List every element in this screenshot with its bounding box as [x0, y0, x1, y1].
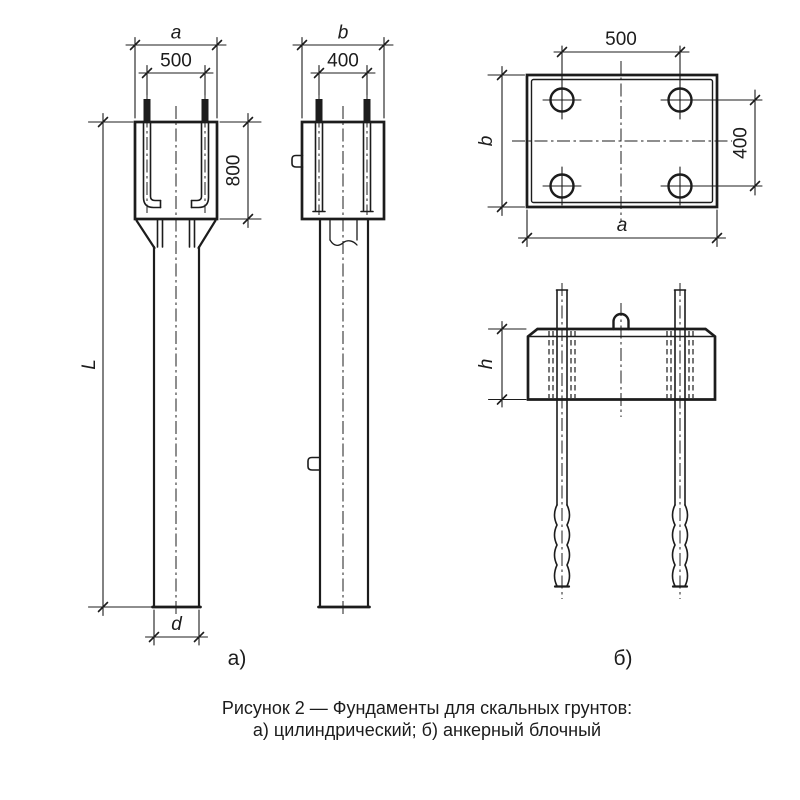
- cylindrical-foundation-side-view: [292, 23, 393, 618]
- dimension-400-holes: [731, 90, 760, 195]
- caption-line-1: Рисунок 2 — Фундаменты для скальных грунтов:: [221, 698, 633, 718]
- dim-label-b: b: [476, 135, 497, 147]
- dimension-d-diameter: [146, 610, 208, 645]
- dim-label-d: d: [171, 614, 182, 635]
- cylindrical-foundation-front-view: [79, 23, 261, 646]
- anchor-block-front-view: [476, 283, 715, 599]
- dimension-L-length: [79, 114, 152, 616]
- caption-line-2: а) цилиндрический; б) анкерный блочный: [252, 720, 602, 740]
- label-figure-a: а): [227, 647, 247, 670]
- dim-label-L: L: [79, 359, 100, 370]
- dimension-h-height: [476, 322, 526, 408]
- anchor-bolt-right: [361, 92, 373, 215]
- dim-label-b: b: [337, 22, 349, 44]
- deformed-rod-edge: [673, 505, 676, 586]
- dimension-800-height: [220, 114, 261, 228]
- deformed-rod-edge: [555, 505, 558, 586]
- dimension-500-holes: [554, 29, 689, 57]
- label-figure-b: б): [613, 647, 633, 670]
- dim-label-400: 400: [327, 50, 359, 72]
- dim-label-500: 500: [160, 50, 192, 72]
- anchor-rod-right: [667, 283, 693, 599]
- side-lug-lower: [308, 458, 320, 471]
- anchor-rod-left: [549, 283, 575, 599]
- anchor-bolt-right: [192, 92, 209, 213]
- anchor-bolt-left: [313, 92, 325, 215]
- dim-label-h: h: [476, 358, 497, 370]
- shaft-side: [308, 219, 370, 607]
- dim-label-400: 400: [730, 127, 752, 159]
- deformed-rod-edge: [567, 505, 570, 586]
- dimension-500-bolts: [139, 51, 213, 96]
- dim-label-a: a: [170, 22, 182, 44]
- bolt-holes: [543, 46, 762, 205]
- deformed-rod-edge: [685, 505, 688, 586]
- dim-label-800: 800: [223, 154, 245, 187]
- dim-label-500: 500: [605, 29, 637, 50]
- dimension-400-bolts: [311, 51, 375, 96]
- dimension-a-bottom: [519, 210, 726, 247]
- anchor-block-plan-view: [476, 29, 762, 247]
- dim-label-a: a: [616, 215, 628, 236]
- anchor-bolt-left: [144, 92, 161, 213]
